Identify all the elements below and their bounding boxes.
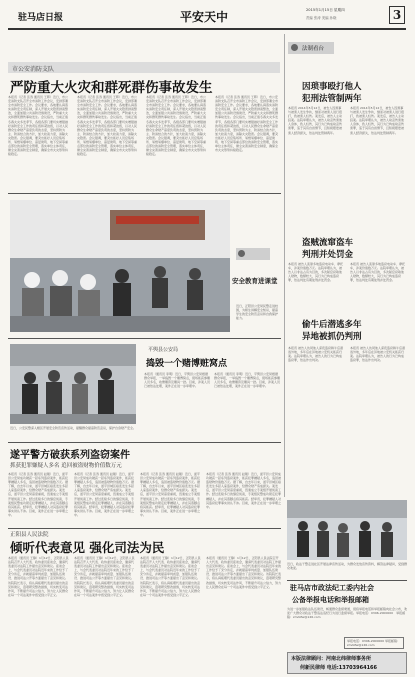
- bull-headline-1: 偷牛后潜逃多年: [302, 320, 362, 330]
- fraud-body-col3: 本报讯（记者 张涛 通讯员 赵刚）近日，遂平县公安局成功破获一起系列盗窃案件，抓获犯罪嫌疑人多名，追回被盗财物价值数万元。据了解，自去年以来，遂平县城区接连发生多起入室盗窃案件，给群众财产造成损失。案发后，遂平县公安局高度重视，迅速成立专案组开展侦查工作。经过连续多日的缜密侦查，专案组民警成功锁定犯罪嫌疑人，并在其落脚点将其抓获。经审讯，犯罪嫌疑人对其盗窃犯罪事实供认不讳。目前，案件正在进一步审理之中。: [140, 472, 201, 517]
- school-safety-photo: [10, 200, 230, 332]
- court-body-col4: 本报讯（通讯员 王静）1月12日，正阳县人民法院召开人大代表、政协委员座谈会，邀请代表委员对法院工作提出意见和建议。座谈会上，与会代表委员对法院近年来的工作给予了充分肯定，并就提高审判质量、加强队伍建设、推进司法公开等方面提出了意见和建议。该院院长表示，将认真梳理代表委员提出的意见和建议，逐项研究整改措施，切实转变司法作风，不断提升司法公信力，努力让人民群众在每一个司法案件中感受到公平正义。: [206, 556, 281, 589]
- editor-line: 责编 张涛 美编 孙晓: [306, 16, 337, 20]
- legal-headline-2: 犯刑法管制两年: [302, 94, 362, 104]
- bull-headline-2: 异地被抓仍判刑: [302, 332, 362, 342]
- court-headline: 倾听代表意见 强化司法为民: [10, 540, 165, 555]
- court-top-rule: [8, 528, 281, 529]
- fraud-headline: 遂平警方破获系列盗窃案件: [10, 450, 130, 461]
- court-unit: 正阳县人民法院: [10, 532, 49, 538]
- gamble-top-rule: [8, 338, 281, 339]
- legal-headline-1: 因琐事殴打他人: [302, 82, 362, 92]
- masthead: [8, 6, 408, 28]
- legal-label-icon: [291, 44, 298, 51]
- court-body-col3: 本报讯（通讯员 王静）1月12日，正阳县人民法院召开人大代表、政协委员座谈会，邀请代表委员对法院工作提出意见和建议。座谈会上，与会代表委员对法院近年来的工作给予了充分肯定，并就提高审判质量、加强队伍建设、推进司法公开等方面提出了意见和建议。该院院长表示，将认真梳理代表委员提出的意见和建议，逐项研究整改措施，切实转变司法作风，不断提升司法公信力，努力让人民群众在每一个司法案件中感受到公平正义。: [140, 556, 201, 597]
- school-banner: 安全教育进课堂: [232, 277, 278, 285]
- footer-line-2: 何新民律师 电话:13703964166: [300, 665, 378, 671]
- police-photo-image: [10, 344, 136, 424]
- theft-headline-1: 盗贼流窜盗车: [302, 238, 354, 248]
- bull-body-col1: 本报讯 被告人伙同他人深夜盗窃耕牛后潜逃外地，多年后在异地被公安机关抓获归案。法院审理认为，被告人的行为已构成盗窃罪，依法作出判决。: [288, 346, 343, 363]
- fraud-body-col1: 本报讯（记者 张涛 通讯员 赵刚）近日，遂平县公安局成功破获一起系列盗窃案件，抓获犯罪嫌疑人多名，追回被盗财物价值数万元。据了解，自去年以来，遂平县城区接连发生多起入室盗窃案件，给群众财产造成损失。案发后，遂平县公安局高度重视，迅速成立专案组开展侦查工作。经过连续多日的缜密侦查，专案组民警成功锁定犯罪嫌疑人，并在其落脚点将其抓获。经审讯，犯罪嫌疑人对其盗窃犯罪事实供认不讳。目前，案件正在进一步审理之中。: [8, 472, 69, 517]
- school-photo-image: [10, 200, 230, 332]
- fire-body-col1: 本报讯（记者 张涛 通讯员 王辉）近日，市公安消防支队召开全市消防工作会议，安排部署全市消防安全工作。会议要求，各地要认真落实消防安全责任制，深入开展火灾隐患排查整治，全面加强公共消防设施建设，严防重大火灾和群死群伤事故发生。会议指出，当前正值冬春火灾多发季节，各级各部门要切实增强做好消防安全工作的责任感和紧迫感，以对人民群众生命财产高度负责的态度，坚持预防为主、防消结合的方针，加大检查力度，消除火灾隐患。会议强调，要突出抓好人员密集场所、易燃易爆单位、高层建筑、地下空间等重点部位的消防安全管理，落实单位主体责任，健全完善消防安全制度，确保全市火灾形势持续稳定。: [8, 95, 69, 157]
- school-banner-icon: [238, 250, 245, 257]
- paper-name: 驻马店日报: [18, 13, 64, 23]
- fire-body-col2: 本报讯（记者 张涛 通讯员 王辉）近日，市公安消防支队召开全市消防工作会议，安排部署全市消防安全工作。会议要求，各地要认真落实消防安全责任制，深入开展火灾隐患排查整治，全面加强公共消防设施建设，严防重大火灾和群死群伤事故发生。会议指出，当前正值冬春火灾多发季节，各级各部门要切实增强做好消防安全工作的责任感和紧迫感，以对人民群众生命财产高度负责的态度，坚持预防为主、防消结合的方针，加大检查力度，消除火灾隐患。会议强调，要突出抓好人员密集场所、易燃易爆单位、高层建筑、地下空间等重点部位的消防安全管理，落实单位主体责任，健全完善消防安全制度，确保全市火灾形势持续稳定。: [77, 95, 138, 157]
- fire-kicker: 市公安消防支队: [12, 66, 55, 73]
- fraud-body-col2: 本报讯（记者 张涛 通讯员 赵刚）近日，遂平县公安局成功破获一起系列盗窃案件，抓获犯罪嫌疑人多名，追回被盗财物价值数万元。据了解，自去年以来，遂平县城区接连发生多起入室盗窃案件，给群众财产造成损失。案发后，遂平县公安局高度重视，迅速成立专案组开展侦查工作。经过连续多日的缜密侦查，专案组民警成功锁定犯罪嫌疑人，并在其落脚点将其抓获。经审讯，犯罪嫌疑人对其盗窃犯罪事实供认不讳。目前，案件正在进一步审理之中。: [74, 472, 135, 517]
- group-caption: 近日，政法干警走进社区开展法律宣传活动，为群众发放宣传资料，解答法律疑问，受到群众欢迎。: [287, 562, 407, 570]
- police-photo: [10, 344, 136, 424]
- notice-body: 为进一步加强政法队伍建设，畅通群众监督渠道，现将举报电话和举报邮箱向社会公布，欢迎广大群众对政法干警违法违纪行为进行监督举报。举报电话：0396-2000000 举报邮箱：zmdzfw@126.com: [287, 607, 407, 620]
- gamble-body-col2: 本报讯（通讯员 李明）近日，平舆县公安局根据群众举报，一举捣毁一个赌博窝点，现场抓获参赌人员多名，收缴赌资及赌具一批。目前，涉案人员已被依法处理，案件正在进一步审理中。: [214, 372, 280, 389]
- fire-bottom-rule: [8, 193, 281, 194]
- legal-body-col2: 本报讯 2014年5月12日，被告人因琐事与被害人发生争执，继而对被害人进行殴打，致被害人轻伤。案发后，被告人主动投案。法院审理认为，被告人故意伤害他人身体，致人轻伤，其行为已构成故意伤害罪，鉴于其有自首情节，且积极赔偿被害人经济损失，依法判处管制两年。: [350, 106, 405, 135]
- fire-body-col4: 本报讯（记者 张涛 通讯员 王辉）近日，市公安消防支队召开全市消防工作会议，安排部署全市消防安全工作。会议要求，各地要认真落实消防安全责任制，深入开展火灾隐患排查整治，全面加强公共消防设施建设，严防重大火灾和群死群伤事故发生。会议指出，当前正值冬春火灾多发季节，各级各部门要切实增强做好消防安全工作的责任感和紧迫感，以对人民群众生命财产高度负责的态度，坚持预防为主、防消结合的方针，加大检查力度，消除火灾隐患。会议强调，要突出抓好人员密集场所、易燃易爆单位、高层建筑、地下空间等重点部位的消防安全管理，落实单位主体责任，健全完善消防安全制度，确保全市火灾形势持续稳定。: [215, 95, 279, 153]
- gamble-headline: 捣毁一个赌博赃窝点: [146, 359, 228, 369]
- gamble-unit: 平舆县公安局: [148, 347, 179, 353]
- fraud-subhead: 抓获犯罪嫌疑人多名 追回被盗财物价值数万元: [10, 463, 122, 469]
- fire-headline: 严防重大火灾和群死群伤事故发生: [10, 80, 213, 96]
- theft-headline-2: 判刑并处罚金: [302, 250, 354, 260]
- bull-body-col2: 本报讯 被告人伙同他人深夜盗窃耕牛后潜逃外地，多年后在异地被公安机关抓获归案。法院审理认为，被告人的行为已构成盗窃罪，依法作出判决。: [350, 346, 405, 363]
- notice-top-rule: [287, 580, 407, 581]
- fraud-top-rule: [8, 442, 281, 443]
- group-photo-image: [287, 500, 407, 560]
- notice-headline-2: 公备举报电话和举报邮箱: [292, 595, 369, 604]
- footer-line-1: 本版法律顾问：河南北纬律师事务所: [291, 656, 372, 662]
- notice-box: 举报电话：0396-2000000 举报邮箱：zmdzfw@126.com: [344, 637, 404, 649]
- masthead-rule: [8, 28, 406, 30]
- legal-label: 法制看台: [302, 46, 325, 52]
- notice-headline-1: 驻马店市政法纪工委内社会: [290, 583, 374, 592]
- section-title: 平安天中: [180, 10, 229, 24]
- school-caption: 近日，正阳县公安局民警走进校园，为师生讲解安全知识，提高学生的安全防范意识和自我保护能力。: [236, 304, 279, 320]
- gamble-body-col1: 本报讯（通讯员 李明）近日，平舆县公安局根据群众举报，一举捣毁一个赌博窝点，现场抓获参赌人员多名，收缴赌资及赌具一批。目前，涉案人员已被依法处理，案件正在进一步审理中。: [144, 372, 210, 389]
- theft-body-col2: 本报讯 被告人流窜多地盗窃电动车、摩托车，涉案价值数万元。法院审理认为，被告人以非法占有为目的，多次秘密窃取他人财物，数额较大，其行为已构成盗窃罪，依法判处有期徒刑并处罚金。: [350, 262, 405, 283]
- issue-date: 2015年1月15日 星期四: [306, 8, 345, 12]
- page-number: 3: [389, 6, 405, 24]
- court-body-col1: 本报讯（通讯员 王静）1月12日，正阳县人民法院召开人大代表、政协委员座谈会，邀请代表委员对法院工作提出意见和建议。座谈会上，与会代表委员对法院近年来的工作给予了充分肯定，并就提高审判质量、加强队伍建设、推进司法公开等方面提出了意见和建议。该院院长表示，将认真梳理代表委员提出的意见和建议，逐项研究整改措施，切实转变司法作风，不断提升司法公信力，努力让人民群众在每一个司法案件中感受到公平正义。: [8, 556, 69, 597]
- fraud-body-col4: 本报讯（记者 张涛 通讯员 赵刚）近日，遂平县公安局成功破获一起系列盗窃案件，抓获犯罪嫌疑人多名，追回被盗财物价值数万元。据了解，自去年以来，遂平县城区接连发生多起入室盗窃案件，给群众财产造成损失。案发后，遂平县公安局高度重视，迅速成立专案组开展侦查工作。经过连续多日的缜密侦查，专案组民警成功锁定犯罪嫌疑人，并在其落脚点将其抓获。经审讯，犯罪嫌疑人对其盗窃犯罪事实供认不讳。目前，案件正在进一步审理之中。: [206, 472, 281, 509]
- group-photo: [287, 500, 407, 560]
- fire-body-col3: 本报讯（记者 张涛 通讯员 王辉）近日，市公安消防支队召开全市消防工作会议，安排部署全市消防安全工作。会议要求，各地要认真落实消防安全责任制，深入开展火灾隐患排查整治，全面加强公共消防设施建设，严防重大火灾和群死群伤事故发生。会议指出，当前正值冬春火灾多发季节，各级各部门要切实增强做好消防安全工作的责任感和紧迫感，以对人民群众生命财产高度负责的态度，坚持预防为主、防消结合的方针，加大检查力度，消除火灾隐患。会议强调，要突出抓好人员密集场所、易燃易爆单位、高层建筑、地下空间等重点部位的消防安全管理，落实单位主体责任，健全完善消防安全制度，确保全市火灾形势持续稳定。: [146, 95, 207, 157]
- theft-body-col1: 本报讯 被告人流窜多地盗窃电动车、摩托车，涉案价值数万元。法院审理认为，被告人以非法占有为目的，多次秘密窃取他人财物，数额较大，其行为已构成盗窃罪，依法判处有期徒刑并处罚金。: [288, 262, 343, 283]
- right-column-divider: [284, 34, 285, 497]
- court-body-col2: 本报讯（通讯员 王静）1月12日，正阳县人民法院召开人大代表、政协委员座谈会，邀请代表委员对法院工作提出意见和建议。座谈会上，与会代表委员对法院近年来的工作给予了充分肯定，并就提高审判质量、加强队伍建设、推进司法公开等方面提出了意见和建议。该院院长表示，将认真梳理代表委员提出的意见和建议，逐项研究整改措施，切实转变司法作风，不断提升司法公信力，努力让人民群众在每一个司法案件中感受到公平正义。: [74, 556, 135, 597]
- legal-body-col1: 本报讯 2014年5月12日，被告人因琐事与被害人发生争执，继而对被害人进行殴打，致被害人轻伤。案发后，被告人主动投案。法院审理认为，被告人故意伤害他人身体，致人轻伤，其行为已构成故意伤害罪，鉴于其有自首情节，且积极赔偿被害人经济损失，依法判处管制两年。: [288, 106, 343, 135]
- police-caption: 近日，公安民警深入辖区开展安全防范宣传活动，提醒群众提高防范意识，保护自身财产安全。: [10, 426, 136, 430]
- fire-article: [8, 62, 280, 190]
- legal-column: [288, 40, 408, 240]
